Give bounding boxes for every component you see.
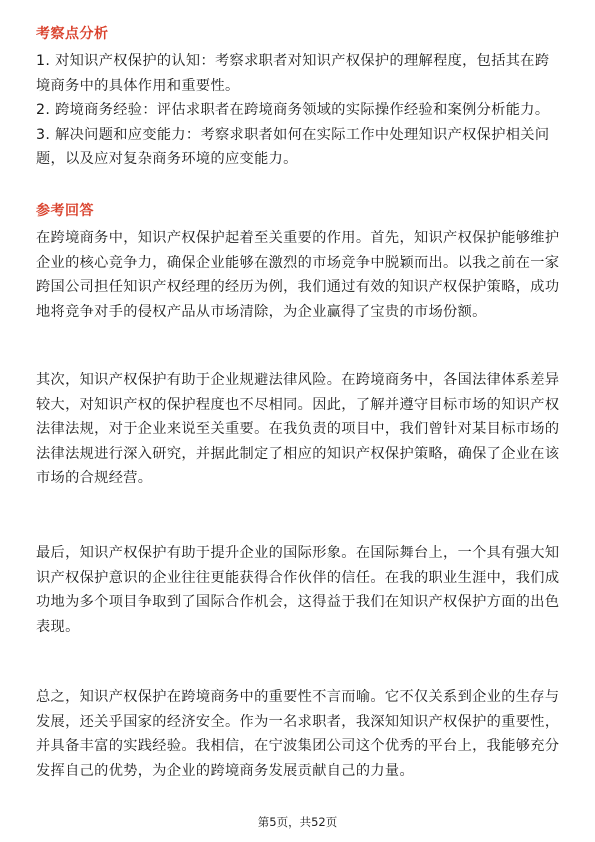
analysis-item: 2. 跨境商务经验：评估求职者在跨境商务领域的实际操作经验和案例分析能力。 bbox=[36, 102, 550, 119]
answer-paragraph: 最后，知识产权保护有助于提升企业的国际形象。在国际舞台上，一个具有强大知识产权保护意识的企业往往更能获得合作伙伴的信任。在我的职业生涯中，我们成功地为多个项目争取到了国际合作机会，这得益于我们在知识产权保护方面的出色表现。 bbox=[36, 545, 560, 635]
analysis-item: 3. 解决问题和应变能力：考察求职者如何在实际工作中处理知识产权保护相关问题，以及应对复杂商务环境的应变能力。 bbox=[36, 126, 550, 168]
analysis-heading: 考察点分析 bbox=[36, 26, 109, 42]
answer-paragraph: 在跨境商务中，知识产权保护起着至关重要的作用。首先，知识产权保护能够维护企业的核心竞争力，确保企业能够在激烈的市场竞争中脱颖而出。以我之前在一家跨国公司担任知识产权经理的经历为例，我们通过有效的知识产权保护策略，成功地将竞争对手的侵权产品从市场清除，为企业赢得了宝贵的市场份额。 bbox=[36, 230, 560, 320]
page-number: 第5页，共52页 bbox=[257, 815, 338, 829]
answer-paragraph: 其次，知识产权保护有助于企业规避法律风险。在跨境商务中，各国法律体系差异较大，对知识产权的保护程度也不尽相同。因此，了解并遵守目标市场的知识产权法律法规，对于企业来说至关重要。在我负责的项目中，我们曾针对某目标市场的法律法规进行深入研究，并据此制定了相应的知识产权保护策略，确保了企业在该市场的合规经营。 bbox=[36, 372, 560, 487]
analysis-item: 1. 对知识产权保护的认知：考察求职者对知识产权保护的理解程度，包括其在跨境商务中的具体作用和重要性。 bbox=[36, 53, 550, 94]
analysis-list bbox=[36, 49, 560, 172]
answer-heading: 参考回答 bbox=[36, 203, 94, 219]
answer-paragraph: 总之，知识产权保护在跨境商务中的重要性不言而喻。它不仅关系到企业的生存与发展，还关乎国家的经济安全。作为一名求职者，我深知知识产权保护的重要性，并具备丰富的实践经验。我相信，在宁波集团公司这个优秀的平台上，我能够充分发挥自己的优势，为企业的跨境商务发展贡献自己的力量。 bbox=[36, 689, 560, 779]
